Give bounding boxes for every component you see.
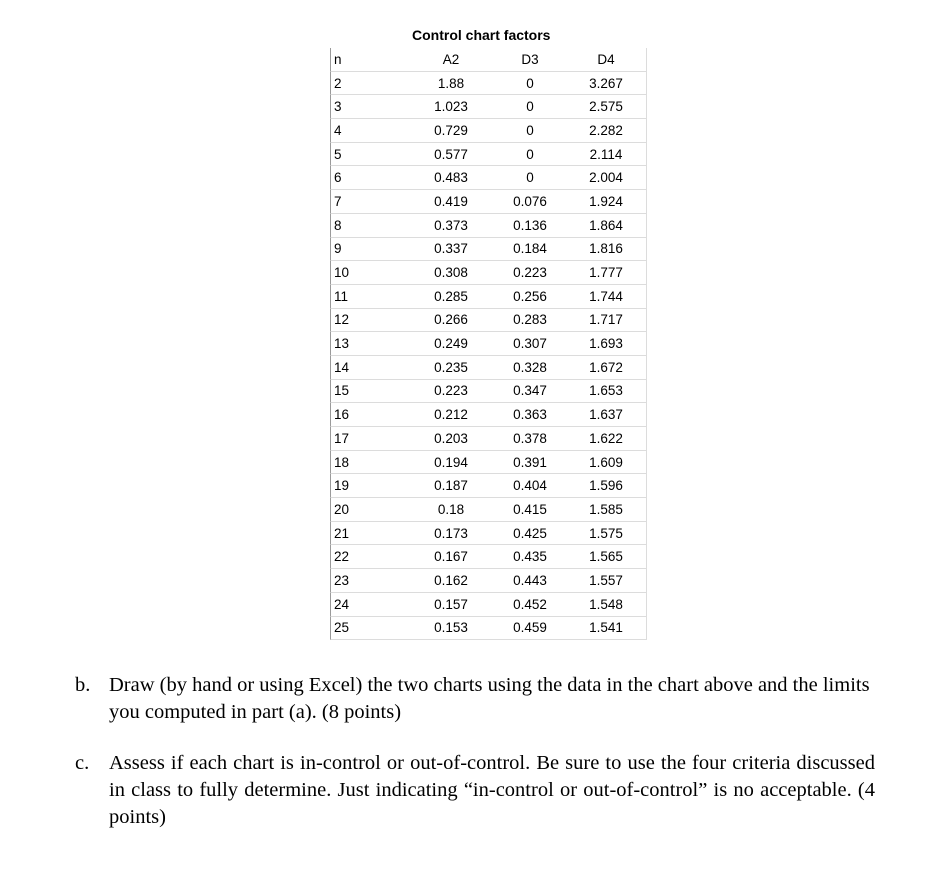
cell-n: 6	[330, 166, 408, 190]
question-b	[75, 672, 875, 726]
cell-d4: 1.777	[566, 261, 647, 285]
cell-d4: 2.004	[566, 166, 647, 190]
cell-d3: 0.404	[494, 474, 566, 498]
cell-d3: 0.391	[494, 451, 566, 475]
table-row	[330, 522, 647, 546]
cell-n: 9	[330, 238, 408, 262]
table-row	[330, 569, 647, 593]
table-row	[330, 427, 647, 451]
cell-n: 11	[330, 285, 408, 309]
table-row	[330, 190, 647, 214]
cell-d3: 0.283	[494, 309, 566, 333]
cell-d3: 0.307	[494, 332, 566, 356]
table-row	[330, 403, 647, 427]
cell-a2: 0.577	[408, 143, 494, 167]
cell-a2: 1.88	[408, 72, 494, 96]
table-row	[330, 238, 647, 262]
cell-n: 12	[330, 309, 408, 333]
cell-d4: 1.744	[566, 285, 647, 309]
cell-d3: 0.415	[494, 498, 566, 522]
cell-n: 5	[330, 143, 408, 167]
cell-n: 17	[330, 427, 408, 451]
cell-d3: 0.435	[494, 545, 566, 569]
question-c-letter: c.	[75, 752, 90, 774]
cell-a2: 1.023	[408, 95, 494, 119]
table-row	[330, 309, 647, 333]
cell-d3: 0.136	[494, 214, 566, 238]
cell-a2: 0.266	[408, 309, 494, 333]
cell-n: 22	[330, 545, 408, 569]
cell-n: 20	[330, 498, 408, 522]
cell-d4: 1.557	[566, 569, 647, 593]
cell-d3: 0.076	[494, 190, 566, 214]
cell-d3: 0	[494, 119, 566, 143]
cell-d3: 0.459	[494, 617, 566, 641]
cell-n: 7	[330, 190, 408, 214]
cell-d3: 0.425	[494, 522, 566, 546]
table-row	[330, 143, 647, 167]
table-row	[330, 72, 647, 96]
cell-d4: 2.114	[566, 143, 647, 167]
cell-a2: 0.337	[408, 238, 494, 262]
cell-a2: 0.173	[408, 522, 494, 546]
cell-n: 24	[330, 593, 408, 617]
cell-a2: 0.18	[408, 498, 494, 522]
cell-d3: 0.223	[494, 261, 566, 285]
table-row	[330, 380, 647, 404]
cell-d4: 1.672	[566, 356, 647, 380]
cell-n: 25	[330, 617, 408, 641]
cell-d3: 0	[494, 95, 566, 119]
table-title: Control chart factors	[412, 27, 551, 43]
cell-d4: 1.637	[566, 403, 647, 427]
cell-d4: 1.609	[566, 451, 647, 475]
control-chart-factors-table	[330, 22, 647, 640]
cell-d3: 0.347	[494, 380, 566, 404]
table-row	[330, 474, 647, 498]
cell-a2: 0.162	[408, 569, 494, 593]
table-row	[330, 356, 647, 380]
cell-d3: 0.256	[494, 285, 566, 309]
cell-a2: 0.223	[408, 380, 494, 404]
cell-n: 16	[330, 403, 408, 427]
cell-d4: 1.585	[566, 498, 647, 522]
header-a2: A2	[408, 48, 494, 72]
cell-a2: 0.285	[408, 285, 494, 309]
cell-n: 3	[330, 95, 408, 119]
table-row	[330, 617, 647, 641]
table-row	[330, 261, 647, 285]
cell-d4: 1.717	[566, 309, 647, 333]
table-row	[330, 498, 647, 522]
cell-d4: 3.267	[566, 72, 647, 96]
cell-a2: 0.187	[408, 474, 494, 498]
questions	[75, 672, 875, 855]
cell-n: 21	[330, 522, 408, 546]
cell-d4: 1.548	[566, 593, 647, 617]
header-d3: D3	[494, 48, 566, 72]
cell-d4: 1.575	[566, 522, 647, 546]
cell-a2: 0.235	[408, 356, 494, 380]
cell-n: 13	[330, 332, 408, 356]
cell-n: 10	[330, 261, 408, 285]
table-row	[330, 119, 647, 143]
cell-a2: 0.483	[408, 166, 494, 190]
table-row	[330, 95, 647, 119]
table-row	[330, 451, 647, 475]
cell-d3: 0.184	[494, 238, 566, 262]
cell-a2: 0.419	[408, 190, 494, 214]
cell-d4: 1.596	[566, 474, 647, 498]
question-b-text: Draw (by hand or using Excel) the two charts using the data in the chart above and the limits you computed in part (a). (8 points)	[109, 674, 870, 723]
table-header-row	[330, 48, 647, 72]
question-b-letter: b.	[75, 674, 91, 696]
cell-d4: 2.282	[566, 119, 647, 143]
cell-n: 4	[330, 119, 408, 143]
table-title-row	[330, 22, 647, 48]
cell-a2: 0.308	[408, 261, 494, 285]
cell-a2: 0.373	[408, 214, 494, 238]
table-row	[330, 285, 647, 309]
cell-n: 8	[330, 214, 408, 238]
cell-a2: 0.249	[408, 332, 494, 356]
header-d4: D4	[566, 48, 647, 72]
header-n: n	[330, 48, 408, 72]
table-body	[330, 72, 647, 641]
cell-d4: 1.864	[566, 214, 647, 238]
cell-n: 18	[330, 451, 408, 475]
cell-d3: 0.378	[494, 427, 566, 451]
cell-a2: 0.153	[408, 617, 494, 641]
cell-d4: 2.575	[566, 95, 647, 119]
cell-d4: 1.565	[566, 545, 647, 569]
cell-d4: 1.653	[566, 380, 647, 404]
cell-d3: 0	[494, 72, 566, 96]
table-row	[330, 214, 647, 238]
table-row	[330, 545, 647, 569]
table-row	[330, 593, 647, 617]
cell-d4: 1.924	[566, 190, 647, 214]
cell-d3: 0	[494, 166, 566, 190]
question-c-text: Assess if each chart is in-control or out-of-control. Be sure to use the four criteria discussed in class to fully determine. Just indicating “in-control or out-of-control” is no acceptable. (4 points)	[109, 752, 875, 828]
cell-a2: 0.157	[408, 593, 494, 617]
cell-a2: 0.212	[408, 403, 494, 427]
cell-a2: 0.167	[408, 545, 494, 569]
cell-n: 14	[330, 356, 408, 380]
cell-d4: 1.622	[566, 427, 647, 451]
cell-a2: 0.203	[408, 427, 494, 451]
cell-a2: 0.729	[408, 119, 494, 143]
table-row	[330, 332, 647, 356]
cell-n: 2	[330, 72, 408, 96]
cell-d4: 1.816	[566, 238, 647, 262]
cell-d4: 1.541	[566, 617, 647, 641]
cell-a2: 0.194	[408, 451, 494, 475]
cell-d4: 1.693	[566, 332, 647, 356]
cell-n: 15	[330, 380, 408, 404]
table-row	[330, 166, 647, 190]
cell-d3: 0.452	[494, 593, 566, 617]
question-c	[75, 750, 875, 831]
cell-n: 23	[330, 569, 408, 593]
cell-n: 19	[330, 474, 408, 498]
cell-d3: 0.328	[494, 356, 566, 380]
cell-d3: 0.443	[494, 569, 566, 593]
cell-d3: 0	[494, 143, 566, 167]
cell-d3: 0.363	[494, 403, 566, 427]
